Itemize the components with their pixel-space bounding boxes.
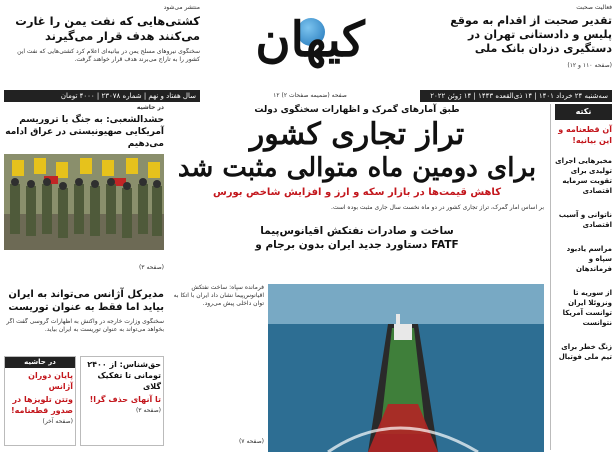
- top-left-story: [4, 4, 200, 96]
- second-story-body: فرمانده سپاه: ساخت نفتکش اقیانوس‌پیما نشان داد ایران با اتکا به توان داخلی پیش می‌رود.: [173, 284, 264, 307]
- lead-page-ref: (صفحه ۷): [238, 438, 264, 445]
- soldiers-photo-graphic: [4, 154, 164, 250]
- top-right-story: [420, 4, 612, 96]
- lead-headline-2: برای دومین ماه متوالی مثبت شد: [177, 153, 537, 183]
- left-column-tag: در حاشیه: [136, 104, 164, 111]
- box-a-headline: پایان دوران آژانس: [28, 371, 73, 391]
- box-a-ref: (صفحه آخر): [42, 418, 73, 425]
- lead-headline-1: تراز تجاری کشور: [249, 117, 465, 152]
- top-right-kicker: فعالیت صحبت: [576, 4, 612, 11]
- top-right-headline: تقدیر صحبت از اقدام به موقع پلیس و دادستانی تهران در دستگیری دزدان بانک ملی: [450, 14, 612, 55]
- story2-body: سخنگوی وزارت خارجه در واکنش به اظهارات گروسی گفت اگر بخواهد می‌تواند به عنوان توریست به ایران بیاید.: [6, 318, 164, 333]
- top-right-ref: (صفحه ۱۱۰ و ۱۲): [567, 62, 612, 69]
- right-item-3: ناتوانی و آسیب اقتصادی: [558, 211, 612, 229]
- right-item-1: آن قطعنامه و این بیانیه!: [558, 125, 612, 145]
- right-item-6: زنگ خطر برای تیم ملی فوتبال: [558, 343, 612, 361]
- box-b-ref: (صفحه ۳): [135, 407, 161, 414]
- tanker-photo: [268, 284, 544, 452]
- story2-headline: مدیرکل آژانس می‌تواند به ایران بیاید اما فقط به عنوان توریست: [8, 289, 164, 313]
- box-b: [80, 356, 164, 446]
- left-column-caption: (صفحه ۳): [138, 264, 164, 271]
- second-headline-2: دستاورد جدید ایران بدون برجام و FATF: [255, 239, 459, 251]
- top-left-kicker: منتشر می‌شود: [163, 4, 200, 11]
- masthead: [205, 0, 415, 84]
- right-item-2: مخبرهایی اجرای تولیدی برای تقویت سرمایه اقتصادی: [555, 157, 612, 195]
- right-item-5: از سوریه تا ونزوئلا ایران توانست آمریکا نتوانست: [562, 289, 612, 327]
- dateline-right: سه‌شنبه ۲۴ خرداد ۱۴۰۱ | ۱۴ ذی‌القعده ۱۴۴۳ | ۱۴ ژوئن ۲۰۲۲: [420, 90, 612, 102]
- box-b-headline: حق‌شناس: از ۲۴۰۰ تومانی تا تفکیک گلای: [87, 360, 161, 391]
- lead-body: بر اساس آمار گمرک، تراز تجاری کشور در دو ماه نخست سال جاری مثبت بوده است.: [331, 204, 544, 211]
- soldiers-photo: [4, 154, 164, 250]
- dateline-center: ۱۲ صفحه (ضمیمه صفحات ۲): [273, 92, 347, 99]
- right-column-tag: نکته: [555, 104, 612, 120]
- lead-subhead: کاهش قیمت‌ها در بازار سکه و ارز و افزایش شاخص بورس: [212, 187, 502, 198]
- left-column: [4, 104, 164, 450]
- box-a-sub: وتتن تلویزها در صدور قطعنامه!: [11, 395, 73, 415]
- second-headline-1: ساخت و صادرات نفتکش اقیانوس‌پیما: [260, 225, 454, 237]
- right-column: [550, 104, 612, 450]
- box-b-sub: تا آنهای حذف گرا!: [89, 395, 161, 404]
- top-left-headline: کشتی‌هایی که نفت یمن را غارت می‌کنند هدف قرار می‌گیرند: [15, 14, 200, 43]
- lead-kicker: طبق آمارهای گمرک و اظهارات سخنگوی دولت: [254, 105, 460, 115]
- box-a: [4, 356, 76, 446]
- right-item-4: مراسم یادبود سپاه و فرماندهان: [566, 245, 612, 273]
- tanker-photo-graphic: [268, 284, 544, 452]
- box-a-tag: در حاشیه: [5, 357, 75, 368]
- newspaper-title: کیهان: [255, 12, 365, 68]
- top-left-body: سخنگوی نیروهای مسلح یمن در بیانیه‌ای اعلام کرد کشتی‌هایی که نفت این کشور را به تاراج می‌برند هدف قرار خواهند گرفت.: [17, 48, 200, 63]
- left-column-headline: حشدالشعبی: به جنگ با تروریسم آمریکایی صهیونیستی در عراق ادامه می‌دهیم: [5, 115, 164, 149]
- lead-story: [170, 104, 544, 282]
- dateline-left: سال هفتاد و نهم | شماره ۲۳۰۷۸ | ۴۰۰۰ تومان: [4, 90, 200, 102]
